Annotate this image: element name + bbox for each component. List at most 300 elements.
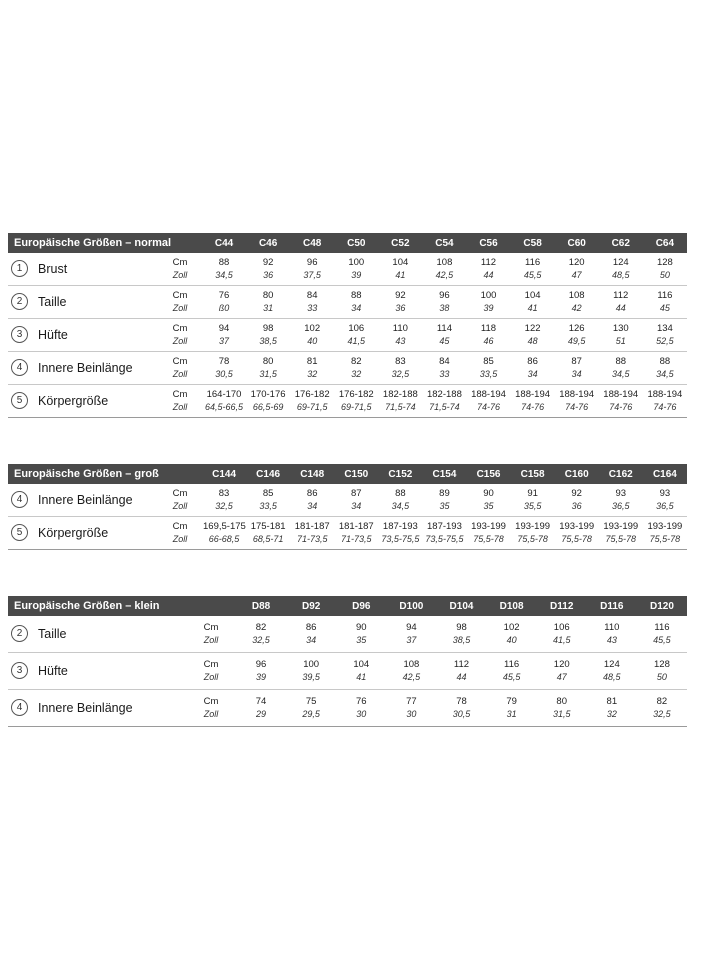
value-cm: 120 — [553, 659, 570, 670]
size-value-cell — [587, 690, 637, 727]
value-zoll: 45,5 — [653, 635, 671, 645]
size-value-cell — [236, 653, 286, 690]
size-value-cell — [466, 319, 510, 352]
value-zoll: 66-68,5 — [208, 534, 240, 544]
size-value-cell — [487, 616, 537, 653]
size-value-cell — [334, 517, 378, 550]
value-zoll: 74-76 — [609, 402, 633, 412]
measure-row — [8, 319, 687, 352]
size-column-header: C46 — [246, 233, 290, 253]
value-cm: 128 — [654, 659, 670, 670]
size-value-cell — [555, 352, 599, 385]
value-zoll: 29 — [256, 709, 267, 719]
value-cm: 106 — [553, 622, 570, 633]
unit-cell — [158, 319, 202, 352]
value-zoll: 36 — [395, 303, 406, 313]
size-value-cell — [202, 319, 246, 352]
size-value-cell — [336, 653, 386, 690]
unit-cm-label: Cm — [172, 488, 188, 499]
unit-cm-label: Cm — [172, 389, 188, 400]
unit-cell — [158, 253, 202, 286]
value-zoll: 31,5 — [552, 709, 571, 719]
unit-zoll-label: Zoll — [172, 402, 188, 412]
size-column-header: D112 — [537, 596, 587, 616]
size-column-header: C162 — [599, 464, 643, 484]
value-zoll: 41 — [395, 270, 406, 280]
value-zoll: 36,5 — [611, 501, 630, 511]
row-label: Innere Beinlänge — [38, 492, 133, 507]
value-cm: 175-181 — [250, 521, 286, 532]
value-cm: 169,5-175 — [203, 521, 246, 532]
size-value-cell — [436, 653, 486, 690]
value-cm: 75 — [305, 696, 317, 707]
size-value-cell — [643, 253, 687, 286]
size-value-cell — [334, 385, 378, 418]
value-cm: 182-188 — [382, 389, 418, 400]
value-cm: 83 — [218, 488, 230, 499]
size-value-cell — [334, 253, 378, 286]
value-cm: 116 — [657, 290, 673, 301]
value-zoll: 46 — [483, 336, 494, 346]
size-value-cell — [290, 319, 334, 352]
measure-row — [8, 517, 687, 550]
size-value-cell — [202, 385, 246, 418]
size-column-header: D96 — [336, 596, 386, 616]
size-value-cell — [378, 319, 422, 352]
value-cm: 92 — [571, 488, 582, 499]
value-cm: 122 — [524, 323, 541, 334]
value-cm: 102 — [503, 622, 520, 633]
unit-cell — [158, 517, 202, 550]
value-zoll: 75,5-78 — [473, 534, 504, 544]
unit-cell — [158, 286, 202, 319]
value-zoll: 43 — [606, 635, 617, 645]
unit-cm-label: Cm — [172, 290, 188, 301]
size-table — [8, 596, 687, 727]
size-value-cell — [487, 653, 537, 690]
size-value-cell — [643, 352, 687, 385]
value-zoll: 32,5 — [215, 501, 233, 511]
value-cm: 128 — [656, 257, 673, 268]
value-cm: 110 — [392, 323, 408, 334]
value-cm: 187-193 — [382, 521, 418, 532]
size-value-cell — [466, 484, 510, 517]
unit-zoll-label: Zoll — [203, 672, 219, 682]
row-label: Innere Beinlänge — [38, 700, 133, 715]
value-cm: 77 — [406, 696, 417, 707]
unit-cm-label: Cm — [172, 323, 188, 334]
size-column-header: C148 — [290, 464, 334, 484]
size-value-cell — [637, 653, 687, 690]
unit-cm-label: Cm — [172, 356, 188, 367]
size-column-header: D92 — [286, 596, 336, 616]
value-cm: 96 — [439, 290, 450, 301]
size-value-cell — [336, 690, 386, 727]
size-value-cell — [286, 653, 336, 690]
unit-zoll-label: Zoll — [172, 369, 188, 379]
size-value-cell — [378, 484, 422, 517]
size-column-header: C144 — [202, 464, 246, 484]
value-cm: 124 — [612, 257, 629, 268]
value-zoll: 75,5-78 — [605, 534, 637, 544]
value-cm: 92 — [262, 257, 274, 268]
size-value-cell — [290, 517, 334, 550]
size-value-cell — [599, 253, 643, 286]
size-value-cell — [511, 253, 555, 286]
value-cm: 120 — [568, 257, 585, 268]
measure-row — [8, 385, 687, 418]
value-zoll: 45,5 — [523, 270, 542, 280]
value-cm: 188-194 — [647, 389, 683, 400]
value-cm: 188-194 — [603, 389, 639, 400]
size-column-header: C52 — [378, 233, 422, 253]
value-cm: 114 — [436, 323, 452, 334]
size-value-cell — [378, 253, 422, 286]
size-value-cell — [290, 352, 334, 385]
value-zoll: 33,5 — [259, 501, 277, 511]
size-value-cell — [336, 616, 386, 653]
size-column-header: D108 — [487, 596, 537, 616]
size-value-cell — [290, 286, 334, 319]
value-zoll: 32,5 — [252, 635, 270, 645]
row-label-cell — [8, 517, 158, 550]
size-value-cell — [202, 517, 246, 550]
value-zoll: 35 — [483, 501, 494, 511]
value-cm: 94 — [406, 622, 417, 633]
size-value-cell — [643, 484, 687, 517]
value-zoll: 73,5-75,5 — [381, 534, 420, 544]
value-cm: 86 — [527, 356, 538, 367]
size-column-header: C156 — [466, 464, 510, 484]
value-cm: 104 — [353, 659, 370, 670]
unit-zoll-label: Zoll — [203, 709, 219, 719]
size-value-cell — [466, 517, 510, 550]
value-zoll: 39 — [483, 303, 494, 313]
row-number-badge: 2 — [11, 625, 28, 642]
value-cm: 79 — [506, 696, 517, 707]
value-cm: 116 — [504, 659, 520, 670]
measure-row — [8, 616, 687, 653]
row-label: Körpergröße — [38, 525, 109, 540]
value-cm: 112 — [453, 659, 470, 670]
value-cm: 86 — [305, 622, 317, 633]
size-value-cell — [587, 653, 637, 690]
unit-zoll-label: Zoll — [172, 303, 188, 313]
value-zoll: 71,5-74 — [429, 402, 460, 412]
size-column-header: D120 — [637, 596, 687, 616]
table-header-row — [8, 233, 687, 253]
size-value-cell — [599, 484, 643, 517]
measure-row — [8, 653, 687, 690]
value-zoll: 75,5-78 — [649, 534, 681, 544]
value-zoll: 39 — [256, 672, 267, 682]
value-cm: 92 — [395, 290, 406, 301]
size-value-cell — [436, 690, 486, 727]
size-value-cell — [511, 352, 555, 385]
row-number-badge: 5 — [11, 392, 28, 409]
value-cm: 82 — [656, 696, 668, 707]
value-zoll: 31,5 — [259, 369, 277, 379]
value-zoll: 35 — [439, 501, 450, 511]
value-cm: 96 — [306, 257, 318, 268]
value-zoll: 41,5 — [552, 635, 571, 645]
size-column-header: C64 — [643, 233, 687, 253]
value-zoll: 32,5 — [653, 709, 671, 719]
value-cm: 87 — [571, 356, 582, 367]
value-cm: 85 — [262, 488, 274, 499]
value-cm: 76 — [355, 696, 367, 707]
size-value-cell — [422, 484, 466, 517]
value-zoll: 40 — [506, 635, 517, 645]
row-label: Taille — [38, 294, 67, 309]
value-zoll: 51 — [615, 336, 626, 346]
value-zoll: 30 — [406, 709, 417, 719]
value-cm: 182-188 — [426, 389, 462, 400]
value-zoll: 68,5-71 — [252, 534, 284, 544]
size-column-header: C150 — [334, 464, 378, 484]
row-label-cell — [8, 352, 158, 385]
size-value-cell — [202, 286, 246, 319]
unit-cell — [158, 385, 202, 418]
value-cm: 76 — [218, 290, 230, 301]
size-column-header: C164 — [643, 464, 687, 484]
value-cm: 88 — [395, 488, 406, 499]
value-zoll: 49,5 — [567, 336, 586, 346]
value-zoll: 33 — [439, 369, 450, 379]
value-zoll: 34,5 — [215, 270, 233, 280]
row-number-badge: 3 — [11, 326, 28, 343]
value-zoll: 52,5 — [656, 336, 674, 346]
size-value-cell — [436, 616, 486, 653]
unit-cell — [158, 484, 202, 517]
unit-zoll-label: Zoll — [172, 501, 188, 511]
table-title: Europäische Größen – groß — [8, 464, 202, 484]
value-cm: 110 — [604, 622, 620, 633]
value-cm: 108 — [436, 257, 453, 268]
value-zoll: 38 — [439, 303, 450, 313]
size-value-cell — [290, 253, 334, 286]
size-value-cell — [511, 484, 555, 517]
value-cm: 116 — [654, 622, 670, 633]
size-value-cell — [290, 484, 334, 517]
value-zoll: 42,5 — [402, 672, 421, 682]
row-label-cell — [8, 484, 158, 517]
size-value-cell — [587, 616, 637, 653]
value-cm: 96 — [255, 659, 267, 670]
row-label: Körpergröße — [38, 393, 109, 408]
size-value-cell — [537, 616, 587, 653]
value-cm: 90 — [483, 488, 494, 499]
size-column-header: C56 — [466, 233, 510, 253]
value-cm: 193-199 — [603, 521, 639, 532]
size-value-cell — [202, 484, 246, 517]
measure-row — [8, 690, 687, 727]
value-cm: 98 — [262, 323, 274, 334]
value-zoll: 37,5 — [303, 270, 321, 280]
value-zoll: 37 — [219, 336, 230, 346]
value-zoll: 48,5 — [603, 672, 621, 682]
size-column-header: C62 — [599, 233, 643, 253]
value-cm: 108 — [568, 290, 585, 301]
size-column-header: C58 — [511, 233, 555, 253]
size-value-cell — [386, 616, 436, 653]
unit-zoll-label: Zoll — [172, 270, 188, 280]
row-number-badge: 4 — [11, 699, 28, 716]
size-value-cell — [246, 484, 290, 517]
value-zoll: 34 — [351, 501, 362, 511]
size-column-header: D88 — [236, 596, 286, 616]
size-value-cell — [422, 286, 466, 319]
measure-row — [8, 484, 687, 517]
value-cm: 100 — [480, 290, 497, 301]
value-zoll: 35,5 — [523, 501, 542, 511]
size-value-cell — [246, 253, 290, 286]
row-label: Taille — [38, 626, 67, 641]
size-value-cell — [286, 616, 336, 653]
size-table — [8, 464, 687, 550]
value-cm: 80 — [262, 356, 274, 367]
size-column-header: C146 — [246, 464, 290, 484]
value-zoll: 40 — [307, 336, 318, 346]
size-value-cell — [236, 616, 286, 653]
value-cm: 134 — [656, 323, 673, 334]
value-zoll: 38,5 — [452, 635, 471, 645]
value-zoll: 69-71,5 — [296, 402, 328, 412]
value-cm: 98 — [456, 622, 467, 633]
value-cm: 106 — [348, 323, 365, 334]
value-zoll: 74-76 — [565, 402, 589, 412]
size-value-cell — [466, 385, 510, 418]
unit-zoll-label: Zoll — [203, 635, 219, 645]
value-cm: 193-199 — [515, 521, 551, 532]
value-zoll: 34 — [571, 369, 582, 379]
row-label-cell — [8, 319, 158, 352]
size-column-header: C160 — [555, 464, 599, 484]
value-zoll: 48,5 — [611, 270, 630, 280]
value-cm: 126 — [568, 323, 585, 334]
row-number-badge: 4 — [11, 491, 28, 508]
row-label: Hüfte — [38, 663, 68, 678]
size-value-cell — [334, 484, 378, 517]
value-cm: 82 — [255, 622, 267, 633]
unit-cell — [186, 653, 236, 690]
value-cm: 94 — [218, 323, 230, 334]
size-value-cell — [466, 352, 510, 385]
size-value-cell — [386, 690, 436, 727]
size-value-cell — [599, 319, 643, 352]
value-cm: 80 — [556, 696, 567, 707]
value-zoll: 71-73,5 — [341, 534, 372, 544]
unit-cell — [158, 352, 202, 385]
size-value-cell — [422, 253, 466, 286]
value-zoll: 50 — [659, 270, 670, 280]
value-zoll: 34,5 — [391, 501, 410, 511]
value-zoll: 34 — [527, 369, 538, 379]
value-zoll: 32 — [351, 369, 362, 379]
size-value-cell — [637, 690, 687, 727]
value-zoll: 32 — [606, 709, 617, 719]
measure-row — [8, 352, 687, 385]
size-value-cell — [599, 352, 643, 385]
value-zoll: 41,5 — [347, 336, 366, 346]
value-zoll: 39,5 — [302, 672, 320, 682]
row-label: Innere Beinlänge — [38, 360, 133, 375]
value-zoll: 32 — [307, 369, 318, 379]
row-label-cell — [8, 385, 158, 418]
value-cm: 116 — [525, 257, 541, 268]
value-zoll: 43 — [395, 336, 406, 346]
value-cm: 90 — [355, 622, 367, 633]
value-zoll: 30,5 — [452, 709, 471, 719]
value-cm: 124 — [603, 659, 620, 670]
size-tables-container — [8, 233, 687, 727]
value-zoll: 31 — [263, 303, 274, 313]
value-cm: 100 — [348, 257, 365, 268]
value-zoll: 35 — [356, 635, 367, 645]
value-cm: 188-194 — [471, 389, 506, 400]
size-column-header: C154 — [422, 464, 466, 484]
value-cm: 112 — [480, 257, 497, 268]
size-value-cell — [643, 319, 687, 352]
value-zoll: 45 — [439, 336, 450, 346]
value-cm: 100 — [303, 659, 320, 670]
value-cm: 181-187 — [338, 521, 374, 532]
size-value-cell — [246, 286, 290, 319]
value-cm: 188-194 — [515, 389, 551, 400]
value-zoll: 34 — [306, 635, 317, 645]
value-zoll: 44 — [615, 303, 626, 313]
row-label-cell — [8, 653, 186, 690]
size-value-cell — [637, 616, 687, 653]
size-value-cell — [537, 690, 587, 727]
value-zoll: 47 — [571, 270, 582, 280]
value-cm: 164-170 — [206, 389, 242, 400]
value-cm: 130 — [612, 323, 629, 334]
size-value-cell — [643, 286, 687, 319]
value-zoll: 41 — [356, 672, 367, 682]
size-value-cell — [555, 385, 599, 418]
value-cm: 84 — [439, 356, 450, 367]
value-zoll: 45 — [659, 303, 670, 313]
size-column-header: C44 — [202, 233, 246, 253]
value-cm: 82 — [350, 356, 362, 367]
value-zoll: 66,5-69 — [252, 402, 284, 412]
size-column-header: D104 — [436, 596, 486, 616]
unit-zoll-label: Zoll — [172, 336, 188, 346]
size-value-cell — [599, 286, 643, 319]
value-cm: 88 — [659, 356, 671, 367]
value-zoll: 30 — [356, 709, 367, 719]
size-value-cell — [422, 385, 466, 418]
unit-cell — [186, 616, 236, 653]
value-cm: 83 — [395, 356, 406, 367]
size-value-cell — [555, 286, 599, 319]
value-cm: 181-187 — [294, 521, 330, 532]
row-label: Brust — [38, 261, 68, 276]
value-zoll: ß0 — [218, 303, 230, 313]
value-cm: 108 — [403, 659, 420, 670]
unit-cm-label: Cm — [203, 622, 219, 633]
size-value-cell — [246, 385, 290, 418]
row-number-badge: 1 — [11, 260, 28, 277]
size-value-cell — [334, 319, 378, 352]
unit-cm-label: Cm — [203, 696, 219, 707]
size-value-cell — [537, 653, 587, 690]
value-cm: 193-199 — [559, 521, 595, 532]
value-zoll: 71,5-74 — [385, 402, 416, 412]
size-value-cell — [511, 385, 555, 418]
size-column-header: C60 — [555, 233, 599, 253]
